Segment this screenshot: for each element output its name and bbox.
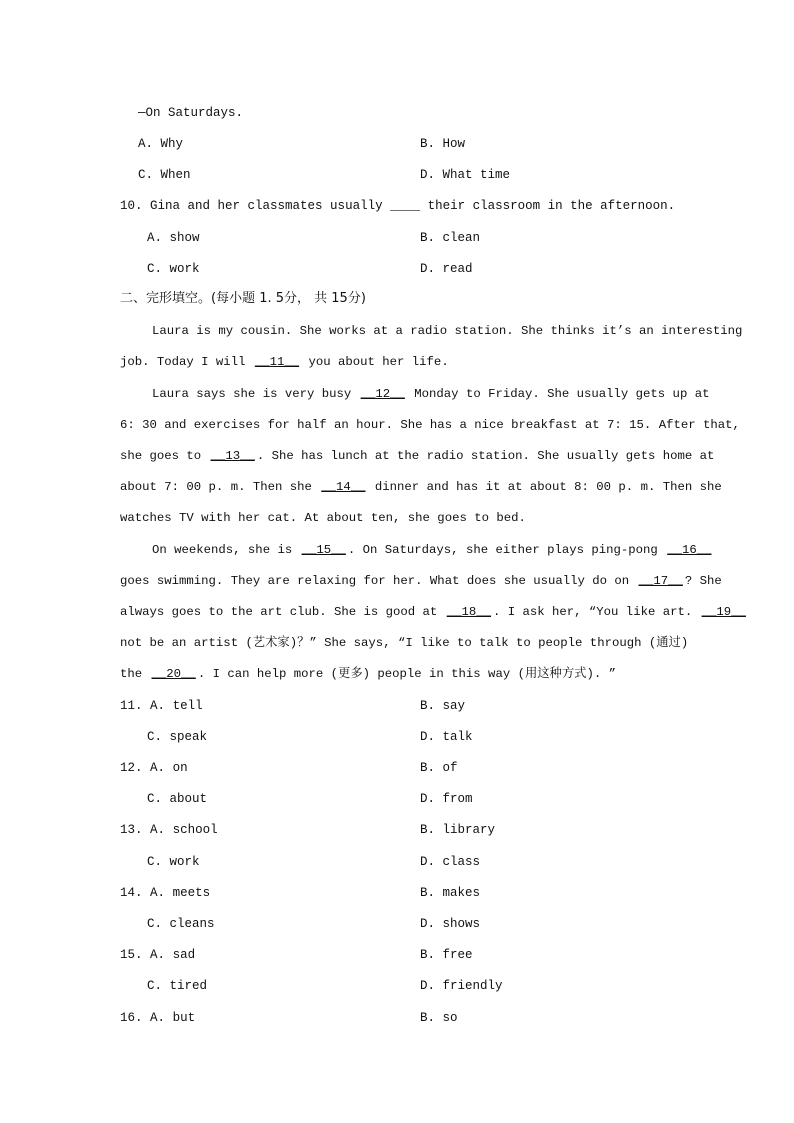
passage-line <box>152 542 713 558</box>
passage-text: always goes to the art club. She is good at <box>120 605 445 619</box>
q9-option-a <box>138 136 183 152</box>
passage-text: dinner and has it at about 8: 00 p. m. Then she <box>367 480 722 494</box>
q10-option-c <box>147 261 200 277</box>
question-14-option-b: B. makes <box>420 886 481 900</box>
question-14-option-c: C. cleans <box>147 917 215 931</box>
question-11-option-b: B. say <box>420 699 466 713</box>
option-key: A. <box>138 137 154 151</box>
question-text: Gina and her classmates usually ____ their classroom in the afternoon. <box>150 199 676 213</box>
option-key: D. <box>420 262 436 276</box>
passage-line: 6: 30 and exercises for half an hour. She has a nice breakfast at 7: 15. After that, <box>120 418 740 432</box>
question-number: 13. <box>120 823 143 837</box>
question-15-option-b: B. free <box>420 948 473 962</box>
passage-line <box>120 573 722 589</box>
question-12 <box>120 760 188 776</box>
question-16-option-b: B. so <box>420 1011 458 1025</box>
option-a: A. on <box>150 761 188 775</box>
option-key: B. <box>420 137 436 151</box>
option-text: When <box>160 168 191 182</box>
q10-stem <box>120 198 675 214</box>
option-a: A. meets <box>150 886 211 900</box>
passage-text: goes swimming. They are relaxing for her. What does she usually do on <box>120 574 637 588</box>
question-11-option-c: C. speak <box>147 730 208 744</box>
q9-option-b <box>420 136 465 152</box>
passage-text: ? She <box>684 574 722 588</box>
passage-line <box>120 354 449 370</box>
passage-line: not be an artist (艺术家)？” She says, “I like to talk to people through (通过) <box>120 636 689 650</box>
option-text: Why <box>160 137 184 151</box>
question-12-option-b: B. of <box>420 761 458 775</box>
blank-14: __14__ <box>321 480 366 494</box>
passage-text: job. Today I will <box>120 355 253 369</box>
question-11 <box>120 698 203 714</box>
question-15-option-d: D. friendly <box>420 979 503 993</box>
section-title: 二、完形填空。(每小题 1. 5分， 共 15分) <box>120 291 366 306</box>
option-text: clean <box>442 231 481 245</box>
q10-option-b <box>420 230 480 246</box>
option-key: B. <box>420 231 436 245</box>
passage-text: . On Saturdays, she either plays ping-pong <box>347 543 666 557</box>
question-number: 11. <box>120 699 143 713</box>
question-14 <box>120 885 210 901</box>
option-text: read <box>442 262 473 276</box>
option-a: A. but <box>150 1011 196 1025</box>
question-11-option-d: D. talk <box>420 730 473 744</box>
q10-option-d <box>420 261 473 277</box>
option-text: work <box>169 262 200 276</box>
q9-answer-line: —On Saturdays. <box>138 106 244 120</box>
question-12-option-c: C. about <box>147 792 208 806</box>
passage-text: you about her life. <box>301 355 449 369</box>
passage-text: On weekends, she is <box>152 543 300 557</box>
passage-text: . She has lunch at the radio station. She usually gets home at <box>256 449 715 463</box>
blank-11: __11__ <box>254 355 300 369</box>
question-13-option-d: D. class <box>420 855 481 869</box>
passage-text: she goes to <box>120 449 209 463</box>
option-text: What time <box>442 168 511 182</box>
blank-19: __19__ <box>701 605 746 619</box>
blank-15: __15__ <box>301 543 346 557</box>
question-number: 14. <box>120 886 143 900</box>
passage-text: the <box>120 667 150 681</box>
question-15-option-c: C. tired <box>147 979 208 993</box>
q10-option-a <box>147 230 200 246</box>
passage-text: about 7: 00 p. m. Then she <box>120 480 320 494</box>
blank-18: __18__ <box>446 605 491 619</box>
question-12-option-d: D. from <box>420 792 473 806</box>
passage-line <box>120 479 722 495</box>
question-13 <box>120 822 218 838</box>
question-13-option-c: C. work <box>147 855 200 869</box>
option-key: C. <box>138 168 154 182</box>
option-a: A. school <box>150 823 218 837</box>
passage-text: Monday to Friday. She usually gets up at <box>406 387 710 401</box>
passage-line: Laura is my cousin. She works at a radio station. She thinks it’s an interesting <box>152 324 743 338</box>
blank-12: __12__ <box>360 387 405 401</box>
blank-20: __20__ <box>151 667 196 681</box>
q9-option-c <box>138 167 191 183</box>
option-key: A. <box>147 231 163 245</box>
passage-text: . I can help more (更多) people in this way (用这种方式). ” <box>197 667 616 681</box>
blank-17: __17__ <box>638 574 683 588</box>
question-number: 12. <box>120 761 143 775</box>
question-13-option-b: B. library <box>420 823 496 837</box>
option-text: show <box>169 231 200 245</box>
q9-option-d <box>420 167 510 183</box>
question-15 <box>120 947 195 963</box>
option-key: D. <box>420 168 436 182</box>
passage-line <box>152 386 709 402</box>
blank-16: __16__ <box>667 543 712 557</box>
option-key: C. <box>147 262 163 276</box>
question-number: 15. <box>120 948 143 962</box>
passage-text: Laura says she is very busy <box>152 387 359 401</box>
option-a: A. sad <box>150 948 196 962</box>
passage-text: . I ask her, “You like art. <box>492 605 700 619</box>
passage-line <box>120 604 748 620</box>
option-text: How <box>442 137 466 151</box>
blank-13: __13__ <box>210 449 255 463</box>
question-number: 16. <box>120 1011 143 1025</box>
passage-line <box>120 448 714 464</box>
passage-line <box>120 666 616 682</box>
option-a: A. tell <box>150 699 203 713</box>
passage-line: watches TV with her cat. At about ten, she goes to bed. <box>120 511 526 525</box>
question-number: 10. <box>120 199 143 213</box>
question-16 <box>120 1010 195 1026</box>
question-14-option-d: D. shows <box>420 917 481 931</box>
